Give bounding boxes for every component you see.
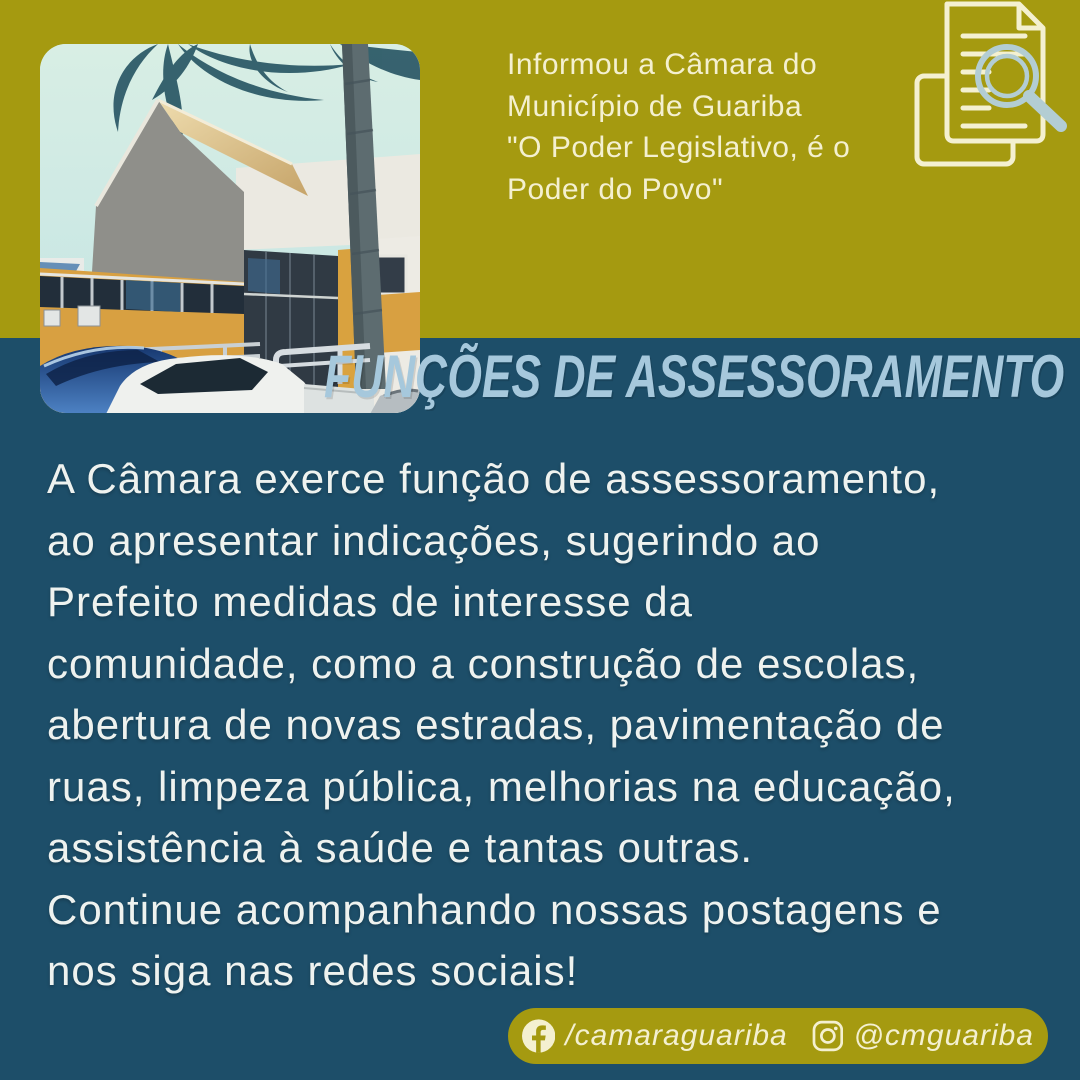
instagram-icon[interactable] — [812, 1016, 844, 1056]
body-line: Prefeito medidas de interesse da — [47, 578, 694, 625]
entry-reflection — [248, 258, 280, 294]
facebook-handle[interactable]: /camaraguariba — [565, 1019, 788, 1052]
body-line: Continue acompanhando nossas postagens e — [47, 885, 942, 933]
body-line: assistência à saúde e tantas outras. — [47, 824, 754, 871]
body-text — [47, 448, 1057, 1002]
body-line: ao apresentar indicações, sugerindo ao — [47, 516, 821, 564]
header-line: Informou a Câmara do — [507, 48, 818, 81]
section-title: FUNÇÕES DE ASSESSORAMENTO — [323, 343, 1064, 410]
body-line: A Câmara exerce função de assessoramento, — [47, 455, 941, 502]
header-text — [507, 44, 907, 210]
header-line: "O Poder Legislativo, é o — [507, 131, 851, 164]
glass-reflection — [126, 280, 180, 312]
body-line: comunidade, como a construção de escolas, — [47, 639, 920, 687]
document-search-icon — [903, 0, 1078, 170]
body-line: ruas, limpeza pública, melhorias na educação, — [47, 762, 956, 810]
instagram-handle[interactable]: @cmguariba — [853, 1019, 1034, 1052]
social-links-pill[interactable] — [508, 1008, 1048, 1064]
body-line: nos siga nas redes sociais! — [47, 947, 579, 994]
header-line: Município de Guariba — [507, 89, 803, 123]
header-line: Poder do Povo" — [507, 172, 724, 206]
body-line: abertura de novas estradas, pavimentação de — [47, 701, 945, 748]
facebook-icon[interactable] — [522, 1015, 555, 1057]
